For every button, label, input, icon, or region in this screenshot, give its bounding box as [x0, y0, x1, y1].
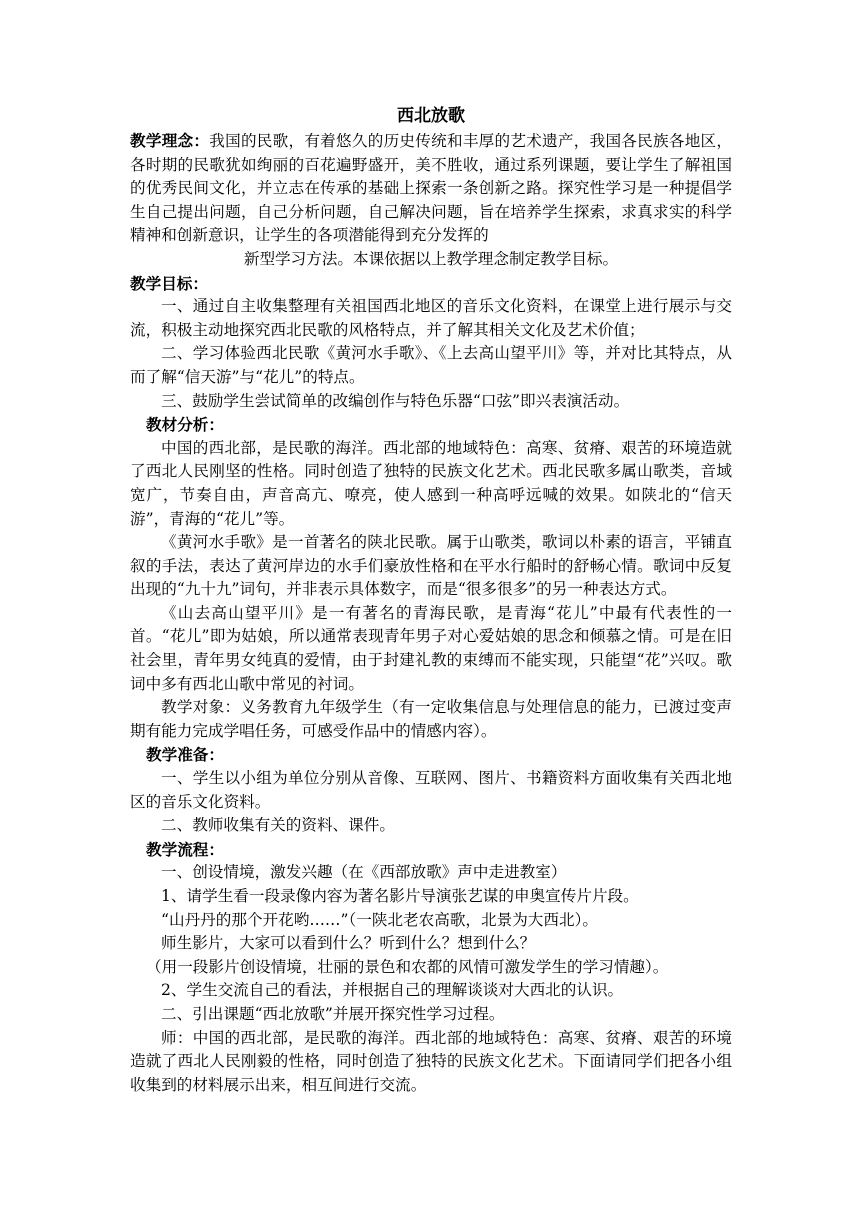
- process-line-3: “山丹丹的那个开花哟……”（一陕北老农高歌，北景为大西北）。: [161, 910, 598, 929]
- process-line-1: 一、创设情境，激发兴趣（在《西部放歌》声中走进教室）: [161, 863, 567, 882]
- process-heading: 教学流程：: [146, 839, 224, 859]
- document-page: [130, 103, 732, 1097]
- goals-heading: 教学目标：: [130, 273, 208, 293]
- process-line-6: 2、学生交流自己的看法，并根据自己的理解谈谈对大西北的认识。: [161, 981, 624, 1000]
- analysis-paragraph-1: 中国的西北部，是民歌的海洋。西北部的地域特色：高寒、贫瘠、艰苦的环境造就了西北人民刚坚的性格。同时创造了独特的民族文化艺术。西北民歌多属山歌类，音域宽广，节奏自由，声音高亢、嘹亮，使人感到一种高呼远喊的效果。如陕北的“信天游”，青海的“花儿”等。: [130, 438, 732, 528]
- philosophy-label: 教学理念：: [130, 131, 210, 150]
- philosophy-paragraph: [130, 129, 732, 248]
- analysis-heading: 教材分析：: [146, 415, 224, 435]
- teaching-target-paragraph: 教学对象：义务教育九年级学生（有一定收集信息与处理信息的能力，已渡过变声期有能力完成学唱任务，可感受作品中的情感内容）。: [130, 698, 732, 740]
- analysis-paragraph-3: 《山去高山望平川》是一有著名的青海民歌，是青海“花儿”中最有代表性的一首。“花儿”即为姑娘，所以通常表现青年男子对心爱姑娘的思念和倾慕之情。可是在旧社会里，青年男女纯真的爱情，由于封建礼教的束缚而不能实现，只能望“花”兴叹。歌词中多有西北山歌中常见的衬词。: [130, 603, 732, 693]
- preparation-heading: 教学准备：: [146, 745, 224, 765]
- process-line-5: （用一段影片创设情境，壮丽的景色和农都的风情可激发学生的学习情趣）。: [146, 957, 669, 976]
- analysis-paragraph-2: 《黄河水手歌》是一首著名的陕北民歌。属于山歌类，歌词以朴素的语言，平铺直叙的手法，表达了黄河岸边的水手们豪放性格和在平水行船时的舒畅心情。歌词中反复出现的“九十九”词句，并非表示具体数字，而是“很多很多”的另一种表达方式。: [130, 533, 732, 599]
- philosophy-last-line: 新型学习方法。本课依据以上教学理念制定教学目标。: [243, 249, 619, 268]
- goal-item-3: 三、鼓励学生尝试简单的改编创作与特色乐器“口弦”即兴表演活动。: [161, 391, 630, 410]
- goal-item-2: 二、学习体验西北民歌《黄河水手歌》、《上去高山望平川》等，并对比其特点，从而了解“信天游”与“花儿”的特点。: [130, 344, 732, 386]
- preparation-item-1: 一、学生以小组为单位分别从音像、互联网、图片、书籍资料方面收集有关西北地区的音乐文化资料。: [130, 769, 732, 811]
- process-line-8: 师：中国的西北部，是民歌的海洋。西北部的地域特色：高寒、贫瘠、艰苦的环境造就了西北人民刚毅的性格，同时创造了独特的民族文化艺术。下面请同学们把各小组收集到的材料展示出来，相互间进行交流。: [130, 1028, 732, 1094]
- process-line-4: 师生影片，大家可以看到什么？听到什么？想到什么？: [161, 934, 536, 953]
- page-title: 西北放歌: [397, 106, 465, 126]
- process-line-7: 二、引出课题“西北放歌”并展开探究性学习过程。: [161, 1004, 505, 1023]
- goal-item-1: 一、通过自主收集整理有关祖国西北地区的音乐文化资料，在课堂上进行展示与交流，积极主动地探究西北民歌的风格特点，并了解其相关文化及艺术价值；: [130, 297, 732, 339]
- preparation-item-2: 二、教师收集有关的资料、课件。: [161, 816, 395, 835]
- philosophy-text: 我国的民歌，有着悠久的历史传统和丰厚的艺术遗产，我国各民族各地区，各时期的民歌犹如绚丽的百花遍野盛开，美不胜收，通过系列课题，要让学生了解祖国的优秀民间文化，并立志在传承的基础上探索一条创新之路。探究性学习是一种提倡学生自己提出问题，自己分析问题，自己解决问题，旨在培养学生探索，求真求实的科学精神和创新意识，让学生的各项潜能得到充分发挥的: [130, 132, 732, 245]
- process-line-2: 1、请学生看一段录像内容为著名影片导演张艺谋的申奥宣传片片段。: [161, 887, 639, 905]
